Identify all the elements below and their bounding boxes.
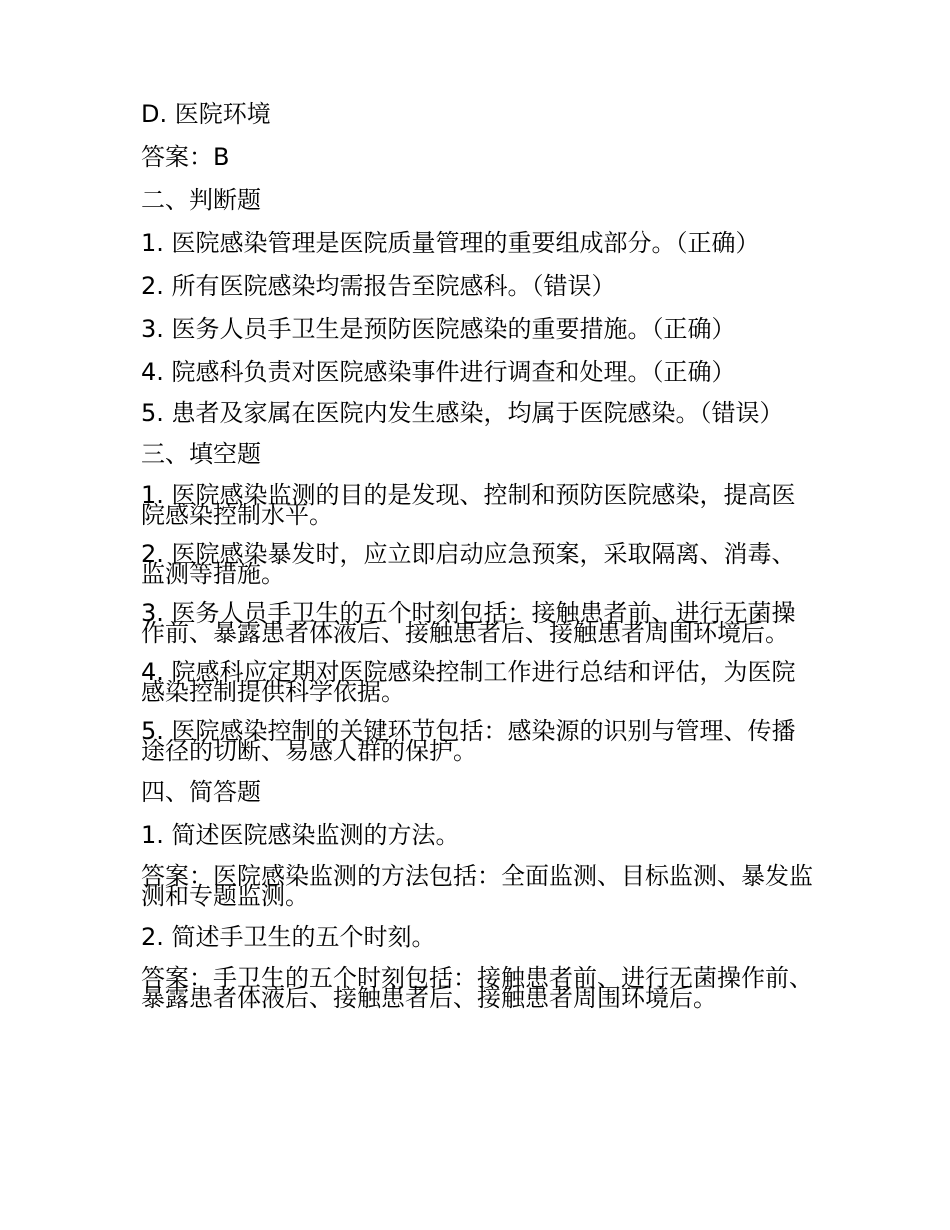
true-false-item-3: 3. 医务人员手卫生是预防医院感染的重要措施。（正确） (141, 315, 736, 343)
fill-in-item-1: 1. 医院感染监测的目的是发现、控制和预防医院感染，提高医院感染控制水平。 (141, 481, 796, 529)
document-page (141, 102, 813, 1027)
section-heading-true-false: 二、判断题 (141, 186, 261, 214)
true-false-item-2: 2. 所有医院感染均需报告至院感科。（错误） (141, 272, 616, 300)
short-answer-question-1: 1. 简述医院感染监测的方法。 (141, 821, 460, 849)
answer-line: 答案：B (141, 143, 230, 171)
fill-in-item-2: 2. 医院感染暴发时，应立即启动应急预案，采取隔离、消毒、监测等措施。 (141, 540, 796, 588)
fill-in-item-3: 3. 医务人员手卫生的五个时刻包括：接触患者前、进行无菌操作前、暴露患者体液后、接触患者后、接触患者周围环境后。 (141, 599, 796, 647)
true-false-item-4: 4. 院感科负责对医院感染事件进行调查和处理。（正确） (141, 358, 736, 386)
section-heading-fill-in: 三、填空题 (141, 440, 261, 468)
short-answer-question-2: 2. 简述手卫生的五个时刻。 (141, 923, 436, 951)
short-answer-answer-2: 答案：手卫生的五个时刻包括：接触患者前、进行无菌操作前、暴露患者体液后、接触患者后、接触患者周围环境后。 (141, 964, 813, 1012)
section-heading-short-answer: 四、简答题 (141, 778, 261, 806)
fill-in-item-4: 4. 院感科应定期对医院感染控制工作进行总结和评估，为医院感染控制提供科学依据。 (141, 658, 796, 706)
true-false-item-1: 1. 医院感染管理是医院质量管理的重要组成部分。（正确） (141, 229, 760, 257)
option-d: D. 医院环境 (141, 100, 271, 128)
short-answer-answer-1: 答案：医院感染监测的方法包括：全面监测、目标监测、暴发监测和专题监测。 (141, 862, 813, 910)
true-false-item-5: 5. 患者及家属在医院内发生感染，均属于医院感染。（错误） (141, 399, 784, 427)
fill-in-item-5: 5. 医院感染控制的关键环节包括：感染源的识别与管理、传播途径的切断、易感人群的保护。 (141, 717, 796, 765)
